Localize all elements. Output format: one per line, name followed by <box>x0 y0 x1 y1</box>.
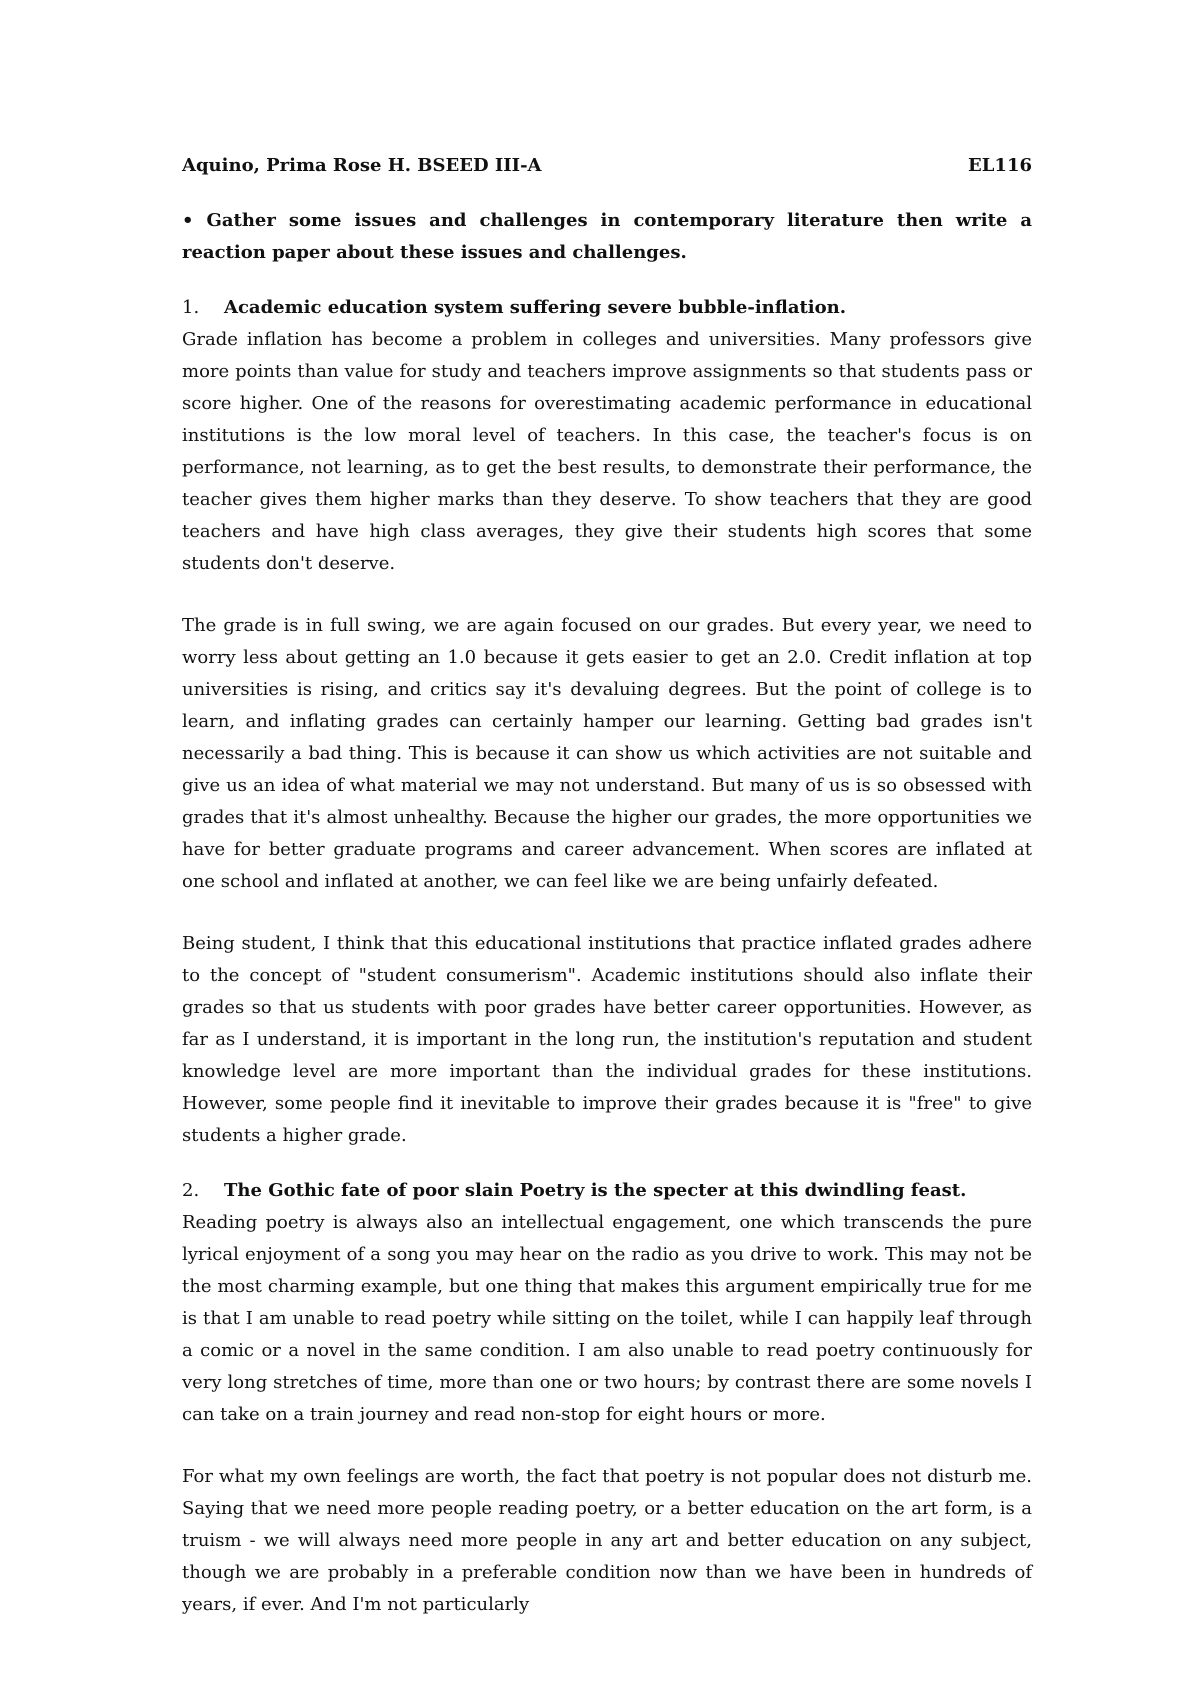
document-header <box>182 150 1032 182</box>
author-line: Aquino, Prima Rose H. BSEED III-A <box>182 155 542 176</box>
section-heading-2 <box>182 1175 1032 1207</box>
section-number: 1. <box>182 297 200 318</box>
paragraph: The grade is in full swing, we are again focused on our grades. But every year, we need to worry less about getting an 1.0 because it gets easier to get an 2.0. Credit inflation at top universities is rising, and critics say it's devaluing degrees. But the point of college is to learn, and inflating grades can certainly hamper our learning. Getting bad grades isn't necessarily a bad thing. This is because it can show us which activities are not suitable and give us an idea of what material we may not understand. But many of us is so obsessed with grades that it's almost unhealthy. Because the higher our grades, the more opportunities we have for better graduate programs and career advancement. When scores are inflated at one school and inflated at another, we can feel like we are being unfairly defeated. <box>182 615 1032 892</box>
paragraph: Reading poetry is always also an intellectual engagement, one which transcends the pure lyrical enjoyment of a song you may hear on the radio as you drive to work. This may not be the most charming example, but one thing that makes this argument empirically true for me is that I am unable to read poetry while sitting on the toilet, while I can happily leaf through a comic or a novel in the same condition. I am also unable to read poetry continuously for very long stretches of time, more than one or two hours; by contrast there are some novels I can take on a train journey and read non-stop for eight hours or more. <box>182 1212 1032 1425</box>
assignment-prompt: • Gather some issues and challenges in contemporary literature then write a reaction paper about these issues and challenges. <box>182 210 1032 263</box>
course-code: EL116 <box>968 155 1032 176</box>
paragraph: For what my own feelings are worth, the fact that poetry is not popular does not disturb me. Saying that we need more people reading poetry, or a better education on the art form, is a truism - we will always need more people in any art and better education on any subject, though we are probably in a preferable condition now than we have been in hundreds of years, if ever. And I'm not particularly <box>182 1466 1032 1615</box>
document-content <box>182 150 1032 1621</box>
section-number: 2. <box>182 1180 200 1201</box>
section-heading-1 <box>182 292 1032 324</box>
section-title: The Gothic fate of poor slain Poetry is the specter at this dwindling feast. <box>224 1180 967 1201</box>
paragraph: Grade inflation has become a problem in colleges and universities. Many professors give more points than value for study and teachers improve assignments so that students pass or score higher. One of the reasons for overestimating academic performance in educational institutions is the low moral level of teachers. In this case, the teacher's focus is on performance, not learning, as to get the best results, to demonstrate their performance, the teacher gives them higher marks than they deserve. To show teachers that they are good teachers and have high class averages, they give their students high scores that some students don't deserve. <box>182 329 1032 574</box>
paragraph: Being student, I think that this educational institutions that practice inflated grades adhere to the concept of "student consumerism". Academic institutions should also inflate their grades so that us students with poor grades have better career opportunities. However, as far as I understand, it is important in the long run, the institution's reputation and student knowledge level are more important than the individual grades for these institutions. However, some people find it inevitable to improve their grades because it is "free" to give students a higher grade. <box>182 933 1032 1146</box>
section-title: Academic education system suffering severe bubble-inflation. <box>224 297 847 318</box>
